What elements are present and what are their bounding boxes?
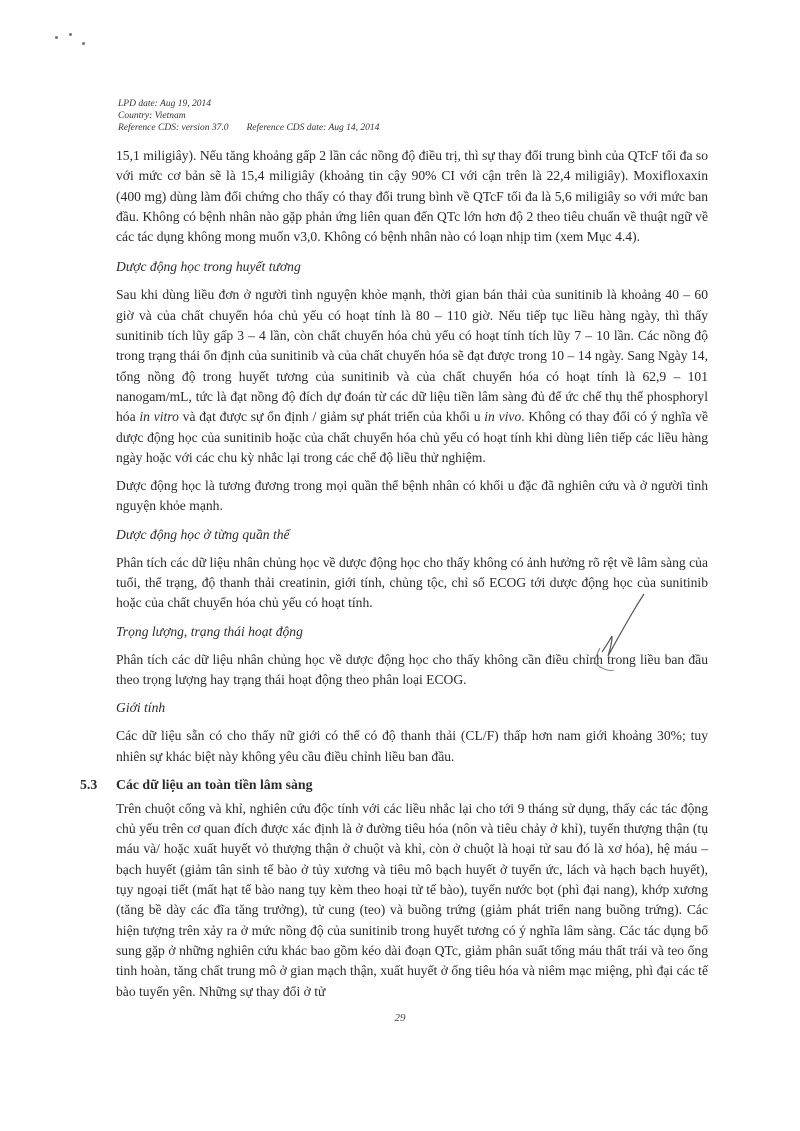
- section-heading-5-3: [80, 775, 708, 795]
- paragraph-preclinical-safety: Trên chuột cống và khỉ, nghiên cứu độc tính với các liều nhắc lại cho tới 9 tháng sử dụng, thấy các tác động chủ yếu trên cơ quan đích được xác định là ở đường tiêu hóa (nôn và tiêu chảy ở khỉ), tuyến thượng thận (tụ máu và/ hoặc xuất huyết vỏ thượng thận ở chuột và khỉ, còn ở chuột là hoại tử sau đó là xơ hóa), hệ máu – bạch huyết (giảm tân sinh tế bào ở tủy xương và tiêu mô bạch huyết ở tuyến ức, lách và hạch bạch huyết), tụy ngoại tiết (mất hạt tế bào nang tụy kèm theo hoại tử tế bào), tuyến nước bọt (phì đại nang), khớp xương (tăng bề dày các đĩa tăng trưởng), tử cung (teo) và buồng trứng (giảm phát triển nang buồng trứng). Các hiện tượng trên xảy ra ở mức nồng độ của sunitinib trong huyết tương có ý nghĩa lâm sàng. Các tác dụng bổ sung gặp ở những nghiên cứu khác bao gồm kéo dài đoạn QTc, giảm phân suất tống máu thất trái và teo ống tinh hoàn, tăng chất trung mô ở gian mạch thận, xuất huyết ở ống tiêu hóa và niêm mạc miệng, phì đại các tế bào tuyến yên. Những sự thay đổi ở tử: [116, 800, 708, 999]
- document-header: [118, 98, 379, 134]
- paragraph-plasma-pharmacokinetics: Sau khi dùng liều đơn ở người tình nguyện khỏe mạnh, thời gian bán thải của sunitinib là khoảng 40 – 60 giờ và của chất chuyển hóa chủ yếu có hoạt tính là 80 – 110 giờ. Nếu tiếp tục liều hàng ngày, thì thấy sunitinib tích lũy gấp 3 – 4 lần, còn chất chuyển hóa chủ yếu có hoạt tính tích lũy 7 – 10 lần. Các nồng độ trong trạng thái ổn định của sunitinib và của chất chuyển hóa sẽ đạt được trong 10 – 14 ngày. Sang Ngày 14, tổng nồng độ trong huyết tương của sunitinib và của chất chuyển hóa có hoạt tính là 62,9 – 101 nanogam/mL, tức là đạt nồng độ đích dự đoán từ các dữ liệu tiền lâm sàng đủ để ức chế thụ thể phosphoryl hóa in vitro và đạt được sự ổn định / giảm sự phát triển của khối u in vivo. Không có thay đổi có ý nghĩa về dược động học của sunitinib hoặc của chất chuyển hóa chủ yếu có hoạt tính khi dùng liên tiếp các liều hàng ngày hoặc với các chu kỳ nhắc lại trong các chế độ liều thử nghiệm.: [116, 287, 708, 465]
- paragraph-weight-performance: Phân tích các dữ liệu nhân chủng học về dược động học cho thấy không cần điều chỉnh trong liều ban đầu theo trọng lượng hay trạng thái hoạt động theo phân loại ECOG.: [116, 651, 708, 687]
- paragraph-population-pharmacokinetics: Phân tích các dữ liệu nhân chủng học về dược động học cho thấy không có ảnh hưởng rõ rệt về lâm sàng của tuổi, thể trạng, độ thanh thải creatinin, giới tính, chủng tộc, chỉ số ECOG tới dược động học của sunitinib hoặc của chất chuyển hóa chủ yếu có hoạt tính.: [116, 554, 708, 611]
- page-number: 29: [394, 1012, 406, 1024]
- page-body: [80, 146, 708, 1010]
- lpd-date: LPD date: Aug 19, 2014: [118, 99, 211, 109]
- heading-population-pharmacokinetics: Dược động học ở từng quần thể: [116, 526, 290, 542]
- paragraph-qtcf: 15,1 miligiây). Nếu tăng khoảng gấp 2 lần các nồng độ điều trị, thì sự thay đổi trung bình của QTcF tối đa so với mức cơ bản sẽ là 15,4 miligiây (khoảng tin cậy 90% CI với cận trên là 22,4 miligiây). Moxifloxaxin (400 mg) dùng làm đối chứng cho thấy có thay đổi trung bình về QTcF tối đa là 5,6 miligiây so với mức ban đầu. Không có bệnh nhân nào gặp phản ứng liên quan đến QTc lớn hơn độ 2 theo tiêu chuẩn về thuật ngữ về các tác dụng không mong muốn v3,0. Không có bệnh nhân nào có loạn nhịp tim (xem Mục 4.4).: [116, 148, 708, 245]
- country: Country: Vietnam: [118, 111, 186, 121]
- reference-cds-date: Reference CDS date: Aug 14, 2014: [246, 123, 380, 133]
- heading-plasma-pharmacokinetics: Dược động học trong huyết tương: [116, 259, 301, 275]
- scan-specks: [55, 30, 95, 50]
- paragraph-gender: Các dữ liệu sẵn có cho thấy nữ giới có thể có độ thanh thải (CL/F) thấp hơn nam giới khoảng 30%; tuy nhiên sự khác biệt này không yêu cầu điều chỉnh liều ban đầu.: [116, 728, 708, 764]
- paragraph-equivalence: Dược động học là tương đương trong mọi quần thể bệnh nhân có khối u đặc đã nghiên cứu và ở người tình nguyện khỏe mạnh.: [116, 478, 708, 514]
- section-title: Các dữ liệu an toàn tiền lâm sàng: [116, 776, 313, 792]
- reference-cds-version: Reference CDS: version 37.0: [118, 123, 229, 133]
- heading-weight-performance: Trọng lượng, trạng thái hoạt động: [116, 623, 303, 639]
- handwritten-check-mark: [540, 590, 650, 680]
- heading-gender: Giới tính: [116, 700, 166, 716]
- section-number: 5.3: [80, 776, 98, 792]
